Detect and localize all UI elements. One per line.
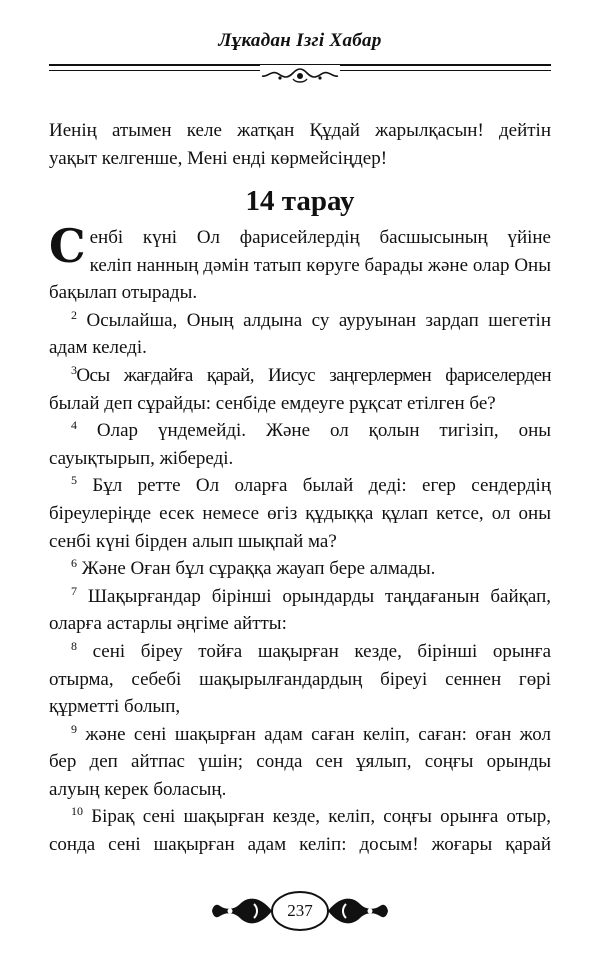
verse-1 bbox=[49, 219, 551, 307]
verse-number: 2 bbox=[71, 307, 77, 322]
verse-7 bbox=[49, 583, 551, 638]
text-line bbox=[49, 803, 551, 831]
verse-number: 8 bbox=[71, 638, 77, 653]
page-number: 237 bbox=[287, 901, 313, 920]
chapter-body bbox=[49, 219, 552, 859]
header-ornament-icon bbox=[260, 65, 340, 87]
chapter-heading: 14 тарау bbox=[245, 185, 355, 217]
verse-text: Және Оған бұл сұраққа жауап бере алмады. bbox=[81, 558, 436, 580]
verse-number: 9 bbox=[71, 721, 77, 736]
verse-number: 4 bbox=[71, 418, 77, 433]
book-title: Лұкадан Ізгі Хабар bbox=[218, 30, 382, 51]
text-line: сонда сені шақырған адам келіп: досым! жоғары қарай bbox=[49, 834, 551, 856]
text-line bbox=[49, 417, 551, 445]
verse-text: Шақырғандар бірінші орындарды таңдағанын байқап, bbox=[87, 585, 551, 607]
verse-3 bbox=[49, 362, 551, 417]
verse-text: Бірақ сені шақырған кезде, келіп, соңғы орынға отыр, bbox=[91, 806, 552, 828]
text-line: отырма, себебі шақырылғандардың біреуі сеннен гөрі bbox=[49, 668, 551, 690]
text-line: құрметті болып, bbox=[49, 696, 181, 718]
text-line bbox=[49, 721, 551, 749]
text-line: былай деп сұрайды: сенбіде емдеуге рұқсат етілген бе? bbox=[49, 392, 496, 414]
verse-text: және сені шақырған адам саған келіп, саған: оған жол bbox=[85, 723, 551, 745]
verse-number: 7 bbox=[71, 583, 77, 598]
verse-number: 5 bbox=[71, 473, 77, 488]
text-line: алуың керек боласың. bbox=[49, 778, 227, 800]
verse-text: Олар үндемейді. Және ол қолын тигізіп, оны bbox=[96, 420, 552, 442]
text-line bbox=[49, 638, 551, 666]
drop-cap: С bbox=[49, 219, 86, 273]
verse-10 bbox=[49, 803, 551, 858]
verse-number: 10 bbox=[71, 804, 83, 819]
verse-5 bbox=[49, 472, 551, 555]
text-line: уақыт келгенше, Мені енді көрмейсіңдер! bbox=[49, 147, 388, 169]
text-line bbox=[49, 583, 551, 611]
text-line: біреулеріңде есек немесе өгіз құдыққа құлап кетсе, ол оны bbox=[49, 502, 551, 524]
verse-text: Осылайша, Оның алдына су ауруынан зардап шегетін bbox=[86, 309, 552, 331]
text-line: келіп нанның дәмін татып көруге барады және олар Оны bbox=[89, 254, 551, 276]
text-line: сенбі күні бірден алып шықпай ма? bbox=[49, 530, 337, 552]
text-line: бер деп айтпас үшін; сонда сен ұялып, соңғы орынды bbox=[49, 751, 551, 773]
verse-6 bbox=[49, 555, 551, 583]
verse-2 bbox=[49, 307, 551, 362]
text-line: Иенің атымен келе жатқан Құдай жарылқасын! дейтін bbox=[49, 120, 551, 141]
verse-4 bbox=[49, 417, 551, 472]
verse-8 bbox=[49, 638, 551, 721]
text-line: адам келеді. bbox=[49, 337, 147, 359]
text-line bbox=[49, 555, 551, 583]
verse-9 bbox=[49, 721, 551, 804]
verse-text: сені біреу тойға шақырған кезде, бірінші орынға bbox=[92, 640, 552, 662]
text-line bbox=[49, 307, 551, 335]
intro-paragraph bbox=[49, 117, 551, 172]
text-line: енбі күні Ол фарисейлердің басшысының үйіне bbox=[89, 227, 551, 248]
text-line: бақылап отырады. bbox=[49, 282, 198, 304]
verse-number: 6 bbox=[71, 556, 77, 571]
verse-number: 3 bbox=[71, 362, 77, 377]
text-line bbox=[49, 472, 551, 500]
verse-text: Осы жағдайға қарай, Иисус заңгерлермен фариселерден bbox=[76, 364, 551, 386]
text-line: оларға астарлы әңгіме айтты: bbox=[49, 613, 287, 635]
text-line: сауықтырып, жібереді. bbox=[49, 447, 234, 469]
text-line bbox=[49, 362, 551, 390]
verse-text: Бұл ретте Ол оларға былай деді: егер сендердің bbox=[92, 475, 552, 497]
